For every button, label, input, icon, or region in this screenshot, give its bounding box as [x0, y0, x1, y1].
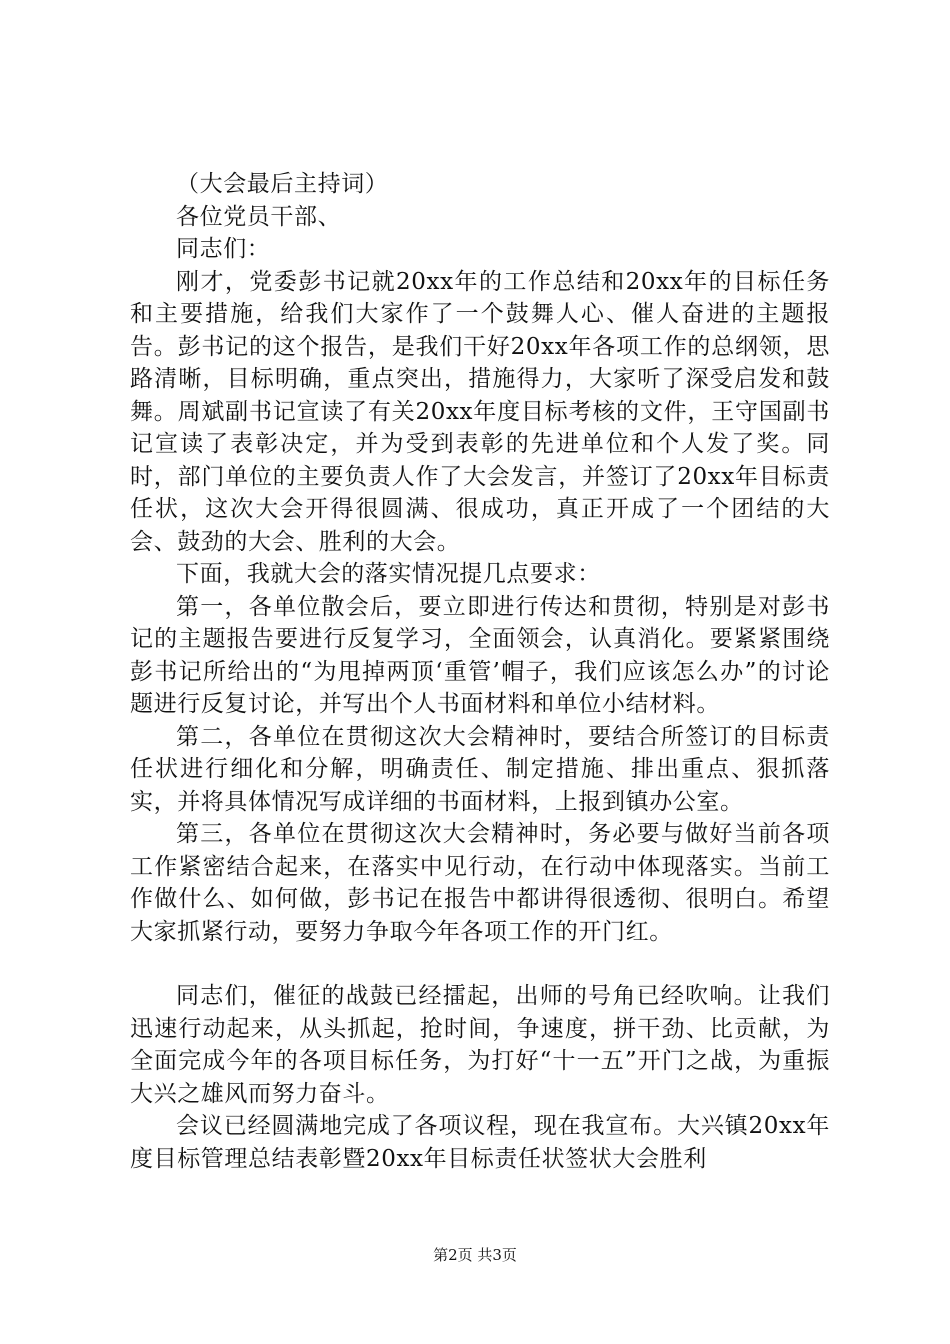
- paragraph-requirements-intro: 下面，我就大会的落实情况提几点要求：: [176, 561, 601, 587]
- paragraph-requirement-1: 第一，各单位散会后，要立即进行传达和贯彻，特别是对彭书记的主题报告要进行反复学习，全面领会，认真消化。要紧紧围绕彭书记所给出的“为甩掉两顶‘重管’帽子，我们应该怎么办”的讨论题进行反复讨论，并写出个人书面材料和单位小结材料。: [130, 593, 830, 717]
- page-number-footer: 第2页 共3页: [433, 1246, 517, 1264]
- paragraph-opening: 刚才，党委彭书记就20xx年的工作总结和20xx年的目标任务和主要措施，给我们大家作了一个鼓舞人心、催人奋进的主题报告。彭书记的这个报告，是我们干好20xx年各项工作的总纲领，思路清晰，目标明确，重点突出，措施得力，大家听了深受启发和鼓舞。周斌副书记宣读了有关20xx年度目标考核的文件，王守国副书记宣读了表彰决定，并为受到表彰的先进单位和个人发了奖。同时，部门单位的主要负责人作了大会发言，并签订了20xx年目标责任状，这次大会开得很圆满、很成功，真正开成了一个团结的大会、鼓劲的大会、胜利的大会。: [130, 268, 830, 555]
- paragraph-salutation-2: 同志们：: [176, 236, 271, 262]
- document-body: [130, 168, 830, 1175]
- paragraph-closing: 会议已经圆满地完成了各项议程，现在我宣布。大兴镇20xx年度目标管理总结表彰暨20xx年目标责任状签状大会胜利: [130, 1113, 830, 1172]
- paragraph-salutation-1: 各位党员干部、: [176, 203, 342, 230]
- paragraph-call-to-action: 同志们，催征的战鼓已经擂起，出师的号角已经吹响。让我们迅速行动起来，从头抓起，抢时间，争速度，拼干劲、比贡献，为全面完成今年的各项目标任务，为打好“十一五”开门之战，为重振大兴之雄风而努力奋斗。: [130, 983, 830, 1107]
- paragraph-requirement-2: 第二，各单位在贯彻这次大会精神时，要结合所签订的目标责任状进行细化和分解，明确责任、制定措施、排出重点、狠抓落实，并将具体情况写成详细的书面材料，上报到镇办公室。: [130, 723, 830, 815]
- paragraph-requirement-3: 第三，各单位在贯彻这次大会精神时，务必要与做好当前各项工作紧密结合起来，在落实中见行动，在行动中体现落实。当前工作做什么、如何做，彭书记在报告中都讲得很透彻、很明白。希望大家抓紧行动，要努力争取今年各项工作的开门红。: [130, 821, 830, 945]
- paragraph-heading: （大会最后主持词）: [176, 171, 389, 197]
